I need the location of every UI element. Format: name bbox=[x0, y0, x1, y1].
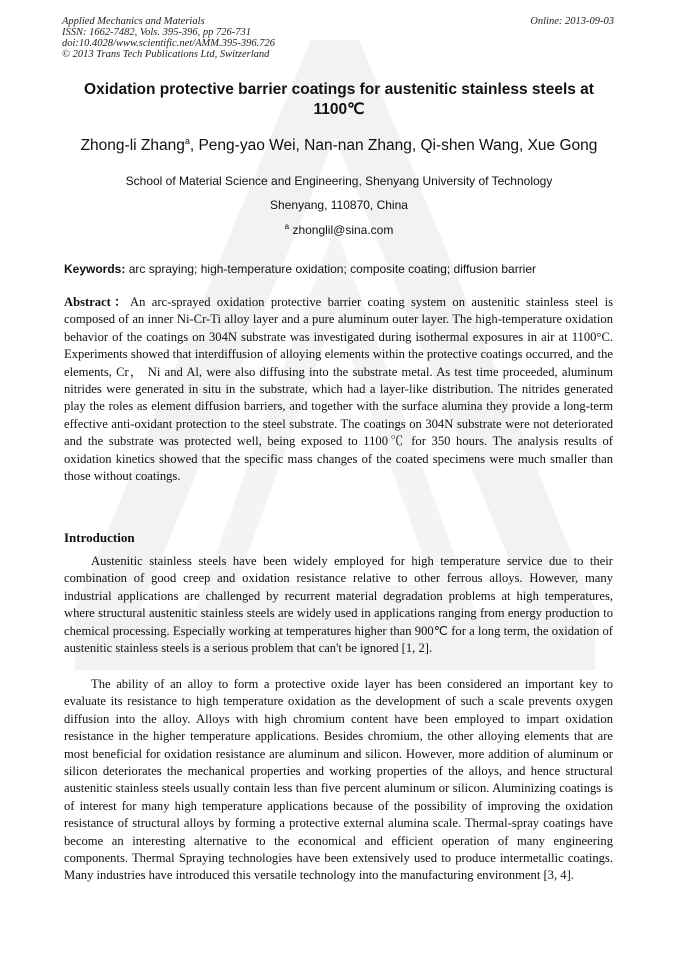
other-authors: , Peng-yao Wei, Nan-nan Zhang, Qi-shen Wang, Xue Gong bbox=[189, 137, 598, 155]
keywords-text: arc spraying; high-temperature oxidation; composite coating; diffusion barrier bbox=[125, 262, 537, 276]
city-line: Shenyang, 110870, China bbox=[270, 198, 408, 212]
author-list bbox=[40, 136, 638, 155]
title-line-2: 1100℃ bbox=[313, 101, 365, 118]
email-address: zhonglil@sina.com bbox=[289, 223, 394, 237]
email-line bbox=[40, 222, 638, 237]
journal-header bbox=[62, 16, 275, 60]
intro-paragraph-2: The ability of an alloy to form a protective oxide layer has been considered an important key to evaluate its resistance to high temperature oxidation as the development of such a scale prevents oxygen diffusion into the alloy. Alloys with high chromium content have been employed to impart oxidation resistance in the higher temperature applications. Besides chromium, the other alloying elements that are most beneficial for oxidation resistance are aluminum and silicon. However, more addition of aluminum or silicon deteriorates the mechanical properties and working properties of the alloys, and hence structural austenitic stainless steels usually contain less than five percent aluminum or silicon. Aluminizing coatings is of interest for many high temperature applications because of the possibility of improving the oxidation resistance of structural alloys by forming a protective external alumina scale. Thermal-spray coatings have become an interesting alternative to the economical and efficient operation of many engineering components. Thermal Spraying technologies have been extensively used to produce intermetallic coatings. Many industries have introduced this versatile technology into the manufacturing environment [3, 4]. bbox=[64, 677, 613, 883]
online-date: Online: 2013-09-03 bbox=[530, 16, 614, 27]
affiliation: School of Material Science and Engineering, Shenyang University of Technology bbox=[125, 174, 553, 188]
author-affiliation-mark: a bbox=[184, 136, 190, 146]
paper-title bbox=[64, 80, 614, 120]
journal-name: Applied Mechanics and Materials bbox=[62, 16, 205, 27]
doi-line: doi:10.4028/www.scientific.net/AMM.395-396.726 bbox=[62, 38, 275, 49]
copyright-line: © 2013 Trans Tech Publications Ltd, Switzerland bbox=[62, 49, 270, 60]
issn-line: ISSN: 1662-7482, Vols. 395-396, pp 726-731 bbox=[62, 27, 251, 38]
abstract-label: Abstract： bbox=[64, 295, 130, 309]
keywords-label: Keywords: bbox=[64, 262, 126, 276]
email-mark: a bbox=[284, 222, 290, 231]
abstract bbox=[64, 294, 613, 485]
introduction-heading: Introduction bbox=[64, 530, 135, 545]
intro-paragraph-1: Austenitic stainless steels have been widely employed for high temperature service due to their combination of good creep and oxidation resistance relative to other ferrous alloys. However, many industrial applications are challenged by recurrent material degradation problems at high temperatures, where structural austenitic stainless steels are widely used in applications ranging from energy production to chemical processing. Especially working at temperatures higher than 900℃ for a long term, the oxidation of austenitic stainless steels is a serious problem that can't be ignored [1, 2]. bbox=[64, 554, 613, 656]
title-line-1: Oxidation protective barrier coatings for austenitic stainless steels at bbox=[84, 81, 594, 98]
keywords bbox=[64, 262, 624, 276]
first-author: Zhong-li Zhang bbox=[80, 137, 185, 155]
abstract-text: An arc-sprayed oxidation protective barrier coating system on austenitic stainless steel is composed of an inner Ni-Cr-Ti alloy layer and a pure aluminum outer layer. The high-temperature oxidation behavior of the coatings on 304N substrate was investigated during isothermal exposures in air at 1100°C. Experiments showed that interdiffusion of alloying elements within the protective coatings occurred, and the elements, Cr， Ni and Al, were also diffusing into the substrate metal. As test time proceeded, aluminum nitrides were generated in situ in the substrate, which had a layer-like distribution. The nitrides generated play the roles as element diffusion barriers, and together with the surface alumina they provide a long-term effective anti-oxidant protection to the steel substrate. The coatings on 304N substrate were not deteriorated and the substrate was protected well, being exposed to 1100℃ for 350 hours. The analysis results of oxidation kinetics showed that the specific mass changes of the coated specimens were much smaller than those without coatings. bbox=[64, 295, 613, 484]
